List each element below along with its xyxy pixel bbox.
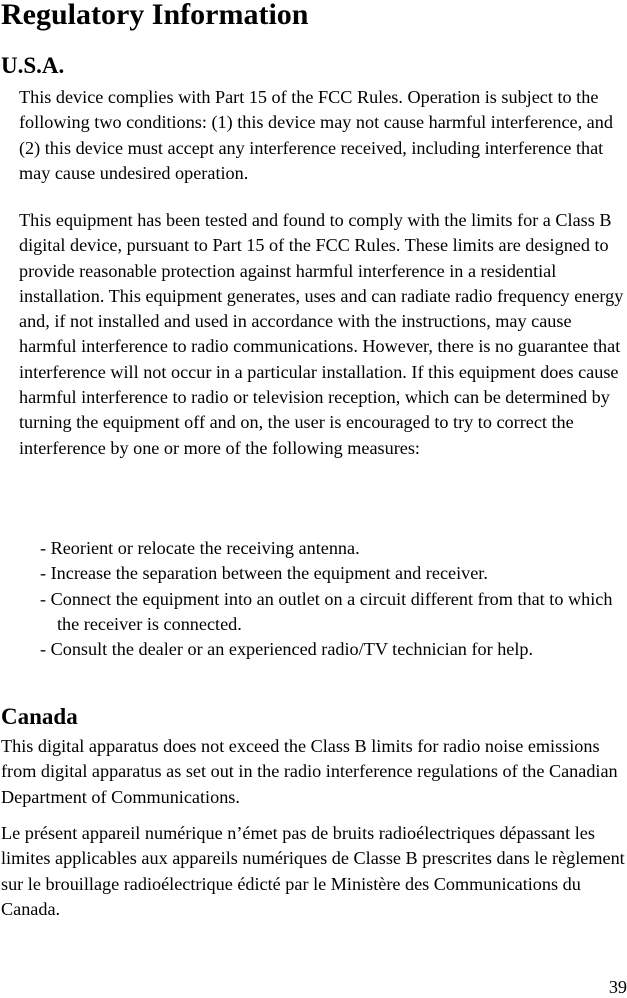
section-heading-canada: Canada xyxy=(1,704,78,729)
class-b-limits-paragraph: This equipment has been tested and found to comply with the limits for a Class B digital device, pursuant to Part 15 of the FCC Rules. These limits are designed to provide reasonable protection against harmful interference in a residential installation. This equipment generates, uses and can radiate radio frequency energy and, if not installed and used in accordance with the instructions, may cause harmful interference to radio communications. However, there is no guarantee that interference will not occur in a particular installation. If this equipment does cause harmful interference to radio or television reception, which can be determined by turning the equipment off and on, the user is encouraged to try to correct the interference by one or more of the following measures: xyxy=(19,210,624,458)
canada-english-paragraph: This digital apparatus does not exceed the Class B limits for radio noise emissions from digital apparatus as set out in the radio interference regulations of the Canadian Department of Communications. xyxy=(1,736,618,807)
list-item: - Reorient or relocate the receiving antenna. xyxy=(40,538,360,558)
page-title: Regulatory Information xyxy=(1,0,309,31)
list-item: - Increase the separation between the equipment and receiver. xyxy=(40,563,488,584)
page-number: 39 xyxy=(608,977,627,997)
list-item: - Consult the dealer or an experienced radio/TV technician for help. xyxy=(40,639,534,660)
interference-measures-list xyxy=(40,536,627,662)
fcc-compliance-paragraph: This device complies with Part 15 of the FCC Rules. Operation is subject to the following two conditions: (1) this device may not cause harmful interference, and (2) this device must accept any interference received, including interference that may cause undesired operation. xyxy=(19,87,613,183)
canada-french-paragraph: Le présent appareil numérique n’émet pas de bruits radioélectriques dépassant les limites applicables aux appareils numériques de Classe B prescrites dans le règlement sur le brouillage radioélectrique édicté par le Ministère des Communications du Canada. xyxy=(1,823,625,919)
section-heading-usa: U.S.A. xyxy=(1,53,65,78)
list-item: - Connect the equipment into an outlet on a circuit different from that to which the receiver is connected. xyxy=(40,588,613,634)
